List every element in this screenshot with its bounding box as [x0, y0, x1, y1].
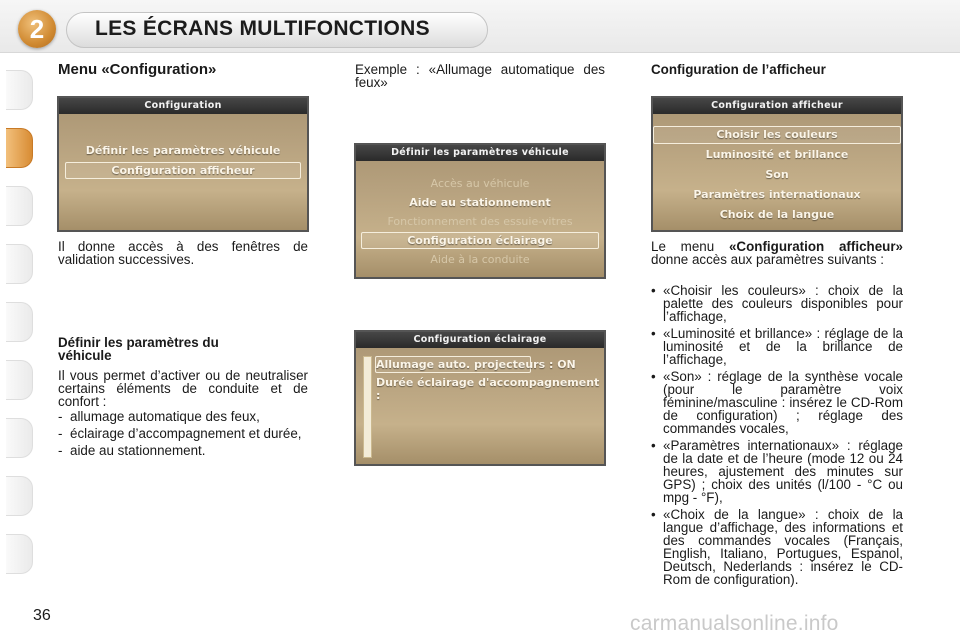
chapter-tab[interactable]: [6, 302, 33, 342]
chapter-tab[interactable]: [6, 244, 33, 284]
page-number: 36: [33, 607, 51, 624]
vehicle-params-list: [58, 410, 308, 461]
screen-title: Configuration éclairage: [356, 332, 604, 348]
screen-item: Fonctionnement des essuie-vitres: [387, 215, 573, 228]
example-text: Exemple : «Allumage automatique des feux»: [355, 62, 605, 90]
screen-item-selected: Choisir les couleurs: [716, 128, 838, 141]
chapter-tab[interactable]: [6, 360, 33, 400]
screen-item-selected: Configuration éclairage: [407, 234, 553, 247]
vehicle-params-screen: [354, 143, 606, 279]
display-config-heading: Configuration de l’afficheur: [651, 62, 826, 77]
display-config-screen: [651, 96, 903, 232]
list-item: • «Luminosité et brillance» : réglage de la luminosité et de la brillance de l’affichage,: [651, 326, 903, 367]
chapter-tab[interactable]: [6, 186, 33, 226]
screen-item-selected: Configuration afficheur: [111, 164, 255, 177]
screen-item: Choix de la langue: [719, 208, 835, 221]
watermark: carmanualsonline.info: [630, 612, 839, 635]
chapter-badge: 2: [18, 10, 56, 48]
chapter-tabs: [0, 60, 34, 580]
screen-item: Paramètres internationaux: [693, 188, 861, 201]
vehicle-params-heading: [58, 336, 308, 362]
chapter-tab[interactable]: [6, 534, 33, 574]
page-title: LES ÉCRANS MULTIFONCTIONS: [95, 17, 430, 40]
chapter-tab-active[interactable]: [6, 128, 33, 168]
list-item: • «Paramètres internationaux» : réglage de la date et de l’heure (mode 12 ou 24 heures, ajustement des minutes sur GPS) ; choix des unités (l/100 - °C ou mpg - °F),: [651, 438, 903, 505]
list-item: • «Son» : réglage de la synthèse vocale (pour le paramètre voix féminine/masculine : insérez le CD-Rom de configuration) ; réglage des commandes vocales,: [651, 369, 903, 436]
chapter-tab[interactable]: [6, 476, 33, 516]
screen-item: Définir les paramètres véhicule: [85, 144, 281, 157]
list-item: • «Choisir les couleurs» : choix de la palette des couleurs disponibles pour l’affichage,: [651, 283, 903, 324]
list-item: - allumage automatique des feux,: [58, 409, 260, 424]
screen-item: Luminosité et brillance: [705, 148, 849, 161]
screen-item: Aide au stationnement: [409, 196, 551, 209]
lighting-config-screen: [354, 330, 606, 466]
screen-title: Configuration: [59, 98, 307, 114]
scrollbar: [363, 356, 372, 458]
screen-title: Configuration afficheur: [653, 98, 901, 114]
chapter-tab[interactable]: [6, 418, 33, 458]
configuration-screen: [57, 96, 309, 232]
display-config-intro: Le menu «Configuration afficheur» donne accès aux paramètres suivants :: [651, 239, 903, 267]
screen-item: Son: [765, 168, 789, 181]
heading-line: véhicule: [58, 348, 112, 363]
list-item: - éclairage d’accompagnement et durée,: [58, 426, 302, 441]
heading-line: Définir les paramètres du: [58, 335, 219, 350]
screen-title: Définir les paramètres véhicule: [356, 145, 604, 161]
vehicle-params-paragraph: Il vous permet d’activer ou de neutraliser certains éléments de conduite et de confort :: [58, 368, 308, 409]
chapter-tab[interactable]: [6, 70, 33, 110]
menu-configuration-heading: Menu «Configuration»: [58, 61, 217, 78]
list-item: • «Choix de la langue» : choix de la langue d’affichage, des informations et des commandes vocales (Français, English, Italiano, Portugues, Espanol, Deutsch, Nederlands : insérez le CD-Rom de configuration).: [651, 507, 903, 587]
screen-item: Durée éclairage d'accompagnement :: [376, 376, 600, 402]
screen-item: Aide à la conduite: [430, 253, 530, 266]
intro-paragraph: Il donne accès à des fenêtres de validation successives.: [58, 239, 308, 267]
list-item: - aide au stationnement.: [58, 443, 206, 458]
display-config-list: [651, 284, 903, 590]
screen-item: Accès au véhicule: [430, 177, 530, 190]
screen-item-selected: Allumage auto. projecteurs : ON: [376, 358, 576, 371]
